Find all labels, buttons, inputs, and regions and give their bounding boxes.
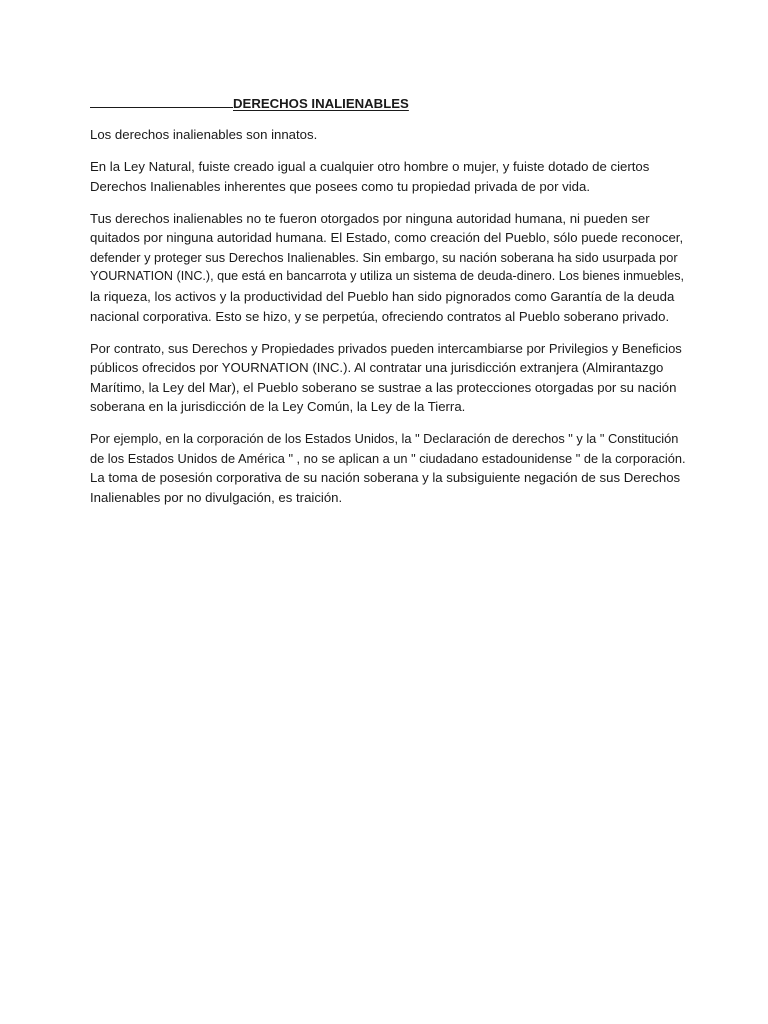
paragraph-line: nacional corporativa. Esto se hizo, y se perpetúa, ofreciendo contratos al Pueblo soberano privado.	[90, 308, 670, 324]
paragraph-line: soberana en la jurisdicción de la Ley Común, la Ley de la Tierra.	[90, 399, 466, 415]
paragraph-5	[90, 429, 686, 507]
document-body	[90, 93, 686, 520]
paragraph-line: En la Ley Natural, fuiste creado igual a cualquier otro hombre o mujer, y fuiste dotado de ciertos	[90, 158, 650, 174]
paragraph-line: de los Estados Unidos de América " , no se aplican a un " ciudadano estadounidense " de la corporación.	[90, 450, 686, 466]
paragraph-4	[90, 339, 686, 417]
paragraph-line: La toma de posesión corporativa de su nación soberana y la subsiguiente negación de sus Derechos	[90, 470, 681, 486]
paragraph-line: Por contrato, sus Derechos y Propiedades privados pueden intercambiarse por Privilegios y Beneficios	[90, 340, 682, 356]
paragraph-line: Los derechos inalienables son innatos.	[90, 127, 318, 142]
paragraph-line: públicos ofrecidos por YOURNATION (INC.). Al contratar una jurisdicción extranjera (Almirantazgo	[90, 360, 664, 376]
paragraph-1	[90, 125, 686, 145]
paragraph-line: defender y proteger sus Derechos Inalienables. Sin embargo, su nación soberana ha sido usurpada por	[90, 249, 678, 265]
paragraph-line: la riqueza, los activos y la productividad del Pueblo han sido pignorados como Garantía de la deuda	[90, 288, 675, 304]
title-underline-rule	[90, 93, 233, 108]
paragraph-line: Derechos Inalienables inherentes que posees como tu propiedad privada de por vida.	[90, 178, 590, 194]
paragraph-line: Por ejemplo, en la corporación de los Estados Unidos, la " Declaración de derechos " y la " Constitución	[90, 431, 679, 447]
paragraph-line: Marítimo, la Ley del Mar), el Pueblo soberano se sustrae a las protecciones otorgadas por su nación	[90, 379, 677, 395]
paragraph-line: Inalienables por no divulgación, es traición.	[90, 490, 343, 506]
paragraph-line: quitados por ninguna autoridad humana. El Estado, como creación del Pueblo, sólo puede reconocer,	[90, 230, 684, 246]
paragraph-3	[90, 209, 686, 327]
paragraph-2	[90, 157, 686, 196]
title-line	[90, 93, 686, 112]
paragraph-line: YOURNATION (INC.), que está en bancarrota y utiliza un sistema de deuda-dinero. Los bienes inmuebles,	[90, 269, 685, 284]
paragraph-line: Tus derechos inalienables no te fueron otorgados por ninguna autoridad humana, ni pueden ser	[90, 210, 650, 226]
document-title: DERECHOS INALIENABLES	[233, 96, 409, 111]
